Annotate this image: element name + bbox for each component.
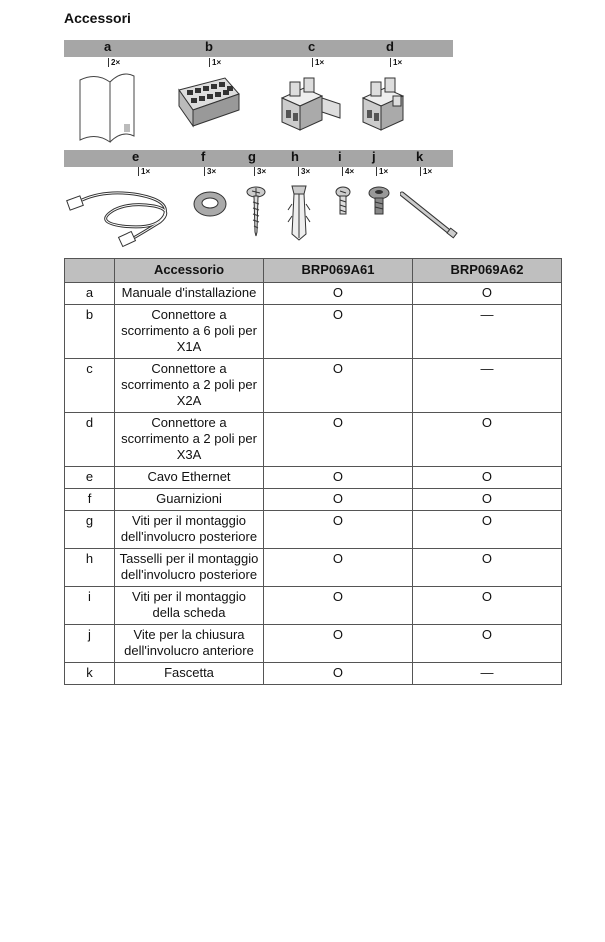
accessory-qty: 1× (390, 58, 402, 67)
cell-brp069a62: O (412, 587, 561, 625)
cell-name: Guarnizioni (115, 489, 264, 511)
table-row (65, 549, 562, 587)
cell-name: Connettore a scorrimento a 2 poli per X3A (115, 413, 264, 467)
accessory-letter: c (308, 39, 316, 54)
accessory-letter: h (291, 149, 299, 164)
cell-brp069a61: O (263, 663, 412, 685)
cover-screw-icon (366, 186, 392, 226)
cell-brp069a61: O (263, 283, 412, 305)
cell-name: Manuale d'installazione (115, 283, 264, 305)
cell-code: a (65, 283, 115, 305)
accessory-letter: e (132, 149, 140, 164)
screw-icon (244, 186, 268, 238)
cell-brp069a62: O (412, 511, 561, 549)
table-row (65, 413, 562, 467)
header-code (65, 259, 115, 283)
cell-brp069a61: O (263, 413, 412, 467)
accessory-j (362, 150, 402, 250)
accessory-e (64, 150, 184, 250)
accessories-table (64, 258, 562, 685)
cell-code: c (65, 359, 115, 413)
accessory-g (236, 150, 276, 250)
accessory-a (64, 40, 154, 148)
accessory-qty: 1× (312, 58, 324, 67)
table-row (65, 663, 562, 685)
accessory-qty: 1× (209, 58, 221, 67)
cell-brp069a61: O (263, 489, 412, 511)
table-row (65, 511, 562, 549)
connector-2-pole-icon (274, 68, 346, 138)
page-title: Accessori (64, 10, 131, 26)
accessory-b (165, 40, 255, 148)
cell-brp069a62: O (412, 467, 561, 489)
wall-plug-icon (284, 184, 314, 242)
accessory-letter: g (248, 149, 256, 164)
cell-brp069a62: O (412, 489, 561, 511)
accessory-letter: j (372, 149, 376, 164)
accessory-qty: 1× (138, 167, 150, 176)
cell-code: k (65, 663, 115, 685)
table-row (65, 489, 562, 511)
cell-brp069a62: — (412, 305, 561, 359)
accessory-letter: d (386, 39, 394, 54)
gasket-icon (190, 184, 230, 224)
cell-brp069a62: — (412, 359, 561, 413)
accessory-qty: 1× (376, 167, 388, 176)
accessory-qty: 3× (204, 167, 216, 176)
cell-brp069a62: — (412, 663, 561, 685)
cell-code: b (65, 305, 115, 359)
manual-icon (72, 62, 142, 146)
header-brp069a62: BRP069A62 (412, 259, 561, 283)
table-row (65, 283, 562, 305)
accessory-letter: f (201, 149, 206, 164)
accessory-qty: 2× (108, 58, 120, 67)
cell-code: i (65, 587, 115, 625)
cell-name: Cavo Ethernet (115, 467, 264, 489)
cell-brp069a62: O (412, 283, 561, 305)
cell-brp069a61: O (263, 587, 412, 625)
cell-brp069a61: O (263, 305, 412, 359)
connector-2-pole-icon (355, 68, 427, 138)
cell-brp069a61: O (263, 549, 412, 587)
cell-brp069a61: O (263, 467, 412, 489)
accessory-h (276, 150, 320, 250)
cell-brp069a61: O (263, 625, 412, 663)
accessory-i (326, 150, 362, 250)
cell-code: e (65, 467, 115, 489)
accessory-qty: 4× (342, 167, 354, 176)
cell-brp069a62: O (412, 413, 561, 467)
cable-tie-icon (400, 190, 460, 240)
header-brp069a61: BRP069A61 (263, 259, 412, 283)
cell-code: f (65, 489, 115, 511)
cell-code: j (65, 625, 115, 663)
accessory-letter: k (416, 149, 424, 164)
accessory-letter: a (104, 39, 112, 54)
cell-name: Viti per il montaggio dell'involucro posteriore (115, 511, 264, 549)
accessory-k (400, 150, 460, 250)
table-row (65, 359, 562, 413)
accessory-letter: i (338, 149, 342, 164)
accessory-d (349, 40, 439, 148)
cell-name: Connettore a scorrimento a 6 poli per X1A (115, 305, 264, 359)
table-row (65, 305, 562, 359)
header-accessory: Accessorio (115, 259, 264, 283)
ethernet-cable-icon (64, 170, 184, 250)
cell-name: Connettore a scorrimento a 2 poli per X2A (115, 359, 264, 413)
cell-brp069a61: O (263, 511, 412, 549)
cell-name: Fascetta (115, 663, 264, 685)
table-row (65, 587, 562, 625)
cell-name: Tasselli per il montaggio dell'involucro posteriore (115, 549, 264, 587)
accessory-c (268, 40, 358, 148)
accessory-qty: 3× (254, 167, 266, 176)
cell-name: Viti per il montaggio della scheda (115, 587, 264, 625)
cell-name: Vite per la chiusura dell'involucro anteriore (115, 625, 264, 663)
accessory-qty: 1× (420, 167, 432, 176)
cell-brp069a62: O (412, 625, 561, 663)
table-header-row (65, 259, 562, 283)
accessory-f (186, 150, 236, 250)
accessory-qty: 3× (298, 167, 310, 176)
cell-code: h (65, 549, 115, 587)
accessory-letter: b (205, 39, 213, 54)
cell-brp069a61: O (263, 359, 412, 413)
connector-6-pole-icon (173, 70, 243, 134)
cell-code: d (65, 413, 115, 467)
cell-code: g (65, 511, 115, 549)
cell-brp069a62: O (412, 549, 561, 587)
small-screw-icon (332, 186, 354, 226)
table-row (65, 625, 562, 663)
table-row (65, 467, 562, 489)
